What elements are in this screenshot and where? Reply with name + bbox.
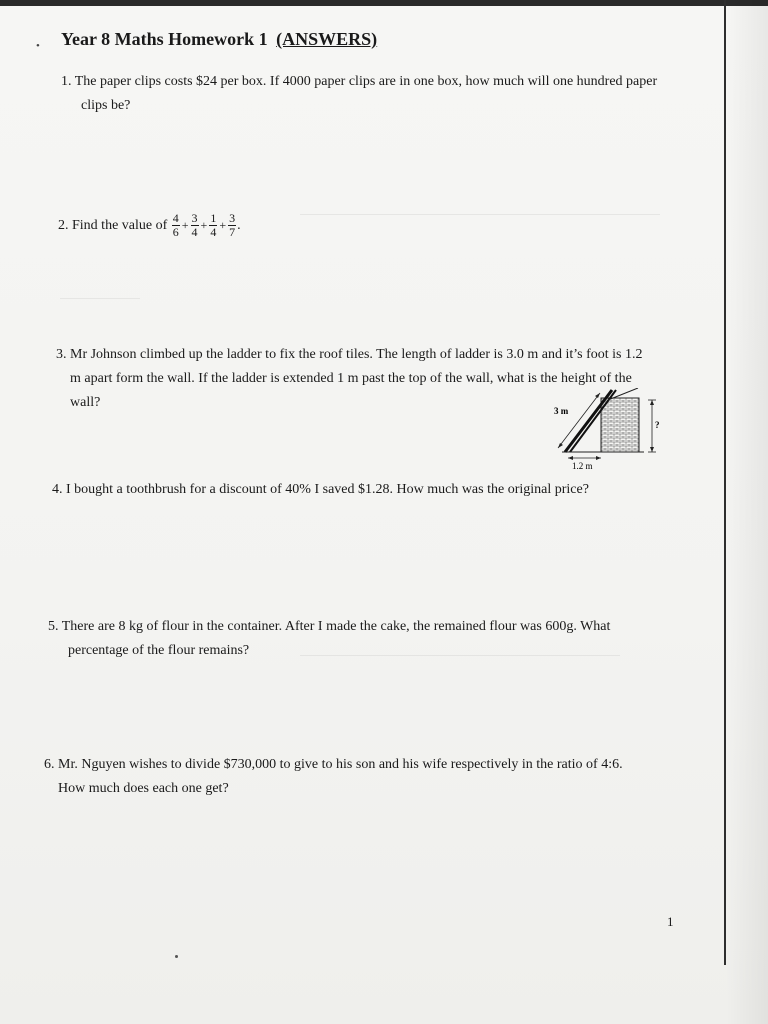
page-top-edge [0,0,768,6]
ladder-length-label: 3 m [554,406,569,416]
question-6 [44,753,684,801]
question-2 [58,212,241,239]
show-through-mark [60,298,140,299]
fraction-2: $\frac{3}{4}$ [191,211,198,239]
question-text-continued: clips be? [81,98,131,113]
plus-operator: + [219,218,227,232]
arrow-head-icon [568,456,573,460]
question-number: 2. [58,217,69,233]
question-text: Find the value of [72,217,168,233]
base-length-label: 1.2 m [572,461,593,471]
ladder-wall-diagram [548,388,668,472]
wall-height-label: ? [655,420,660,430]
expression-period: . [237,217,241,233]
margin-dot-icon: • [36,40,40,52]
question-text-continued: How much does each one get? [58,781,229,796]
show-through-mark [300,655,620,656]
arrow-head-icon [650,400,654,405]
question-text-continued: percentage of the flour remains? [68,643,250,658]
page-margin-rule [724,0,726,965]
arrow-head-icon [650,447,654,452]
question-text: I bought a toothbrush for a discount of 40% I saved $1.28. How much was the original price? [66,482,589,497]
page-shadow [726,0,768,1024]
question-text: There are 8 kg of flour in the container. After I made the cake, the remained flour was 600g. What [61,619,611,634]
question-text: Mr. Nguyen wishes to divide $730,000 to give to his son and his wife respectively in the ratio of 4:6. [58,757,623,772]
title-answers-label: (ANSWERS) [276,29,378,49]
question-1 [61,70,701,118]
arrow-head-icon [596,456,601,460]
title-text: Year 8 Maths Homework 1 [61,29,268,49]
question-text: Mr Johnson climbed up the ladder to fix the roof tiles. The length of ladder is 3.0 m and it’s foot is 1.2 [70,347,643,362]
ink-dot [175,955,178,958]
question-number: 5. [48,619,59,634]
question-number: 3. [56,347,67,362]
question-number: 6. [44,757,55,772]
question-number: 4. [52,482,63,497]
brick-wall [601,398,639,452]
page-number: 1 [667,914,674,929]
plus-operator: + [200,218,208,232]
arrow-head-icon [595,393,600,398]
arrow-head-icon [558,443,563,448]
question-text-continued: wall? [70,395,101,410]
question-text-continued: m apart form the wall. If the ladder is extended 1 m past the top of the wall, what is the height of the [70,371,632,386]
fraction-4: $\frac{3}{7}$ [229,211,236,239]
fraction-3: $\frac{1}{4}$ [210,211,217,239]
page-title [61,29,377,50]
question-text: The paper clips costs $24 per box. If 4000 paper clips are in one box, how much will one hundred paper [74,74,658,89]
question-number: 1. [61,74,72,89]
plus-operator: + [181,218,189,232]
show-through-mark [300,214,660,215]
fraction-1: $\frac{4}{6}$ [172,211,179,239]
question-4 [52,478,672,502]
